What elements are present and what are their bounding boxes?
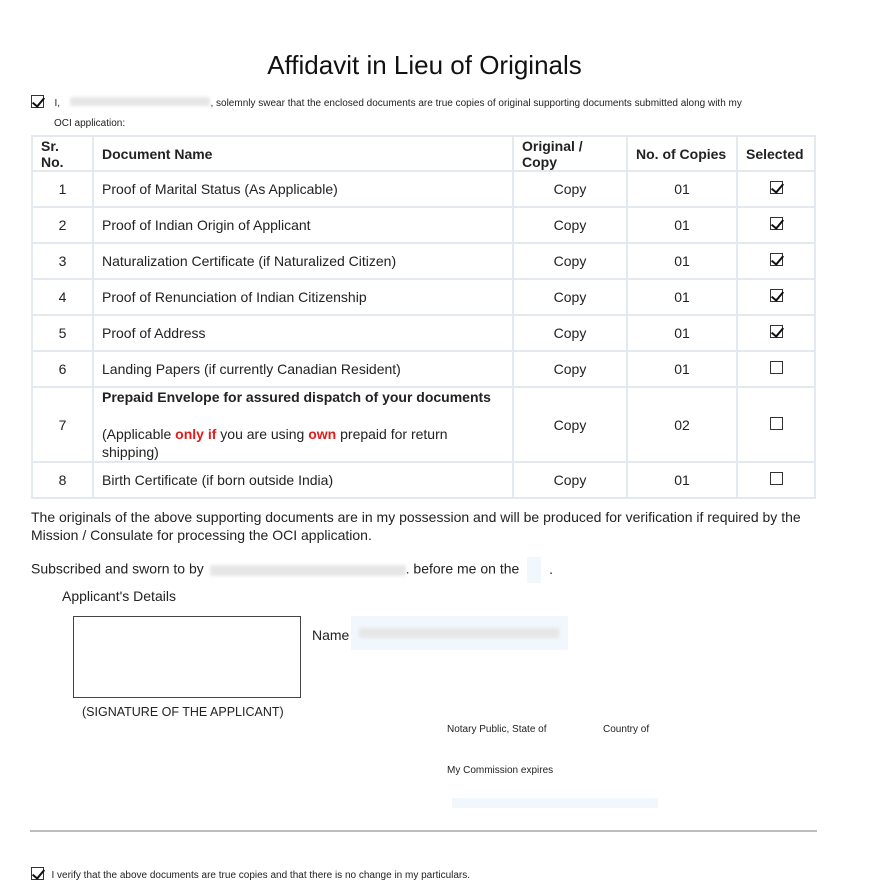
selected-checkbox[interactable] xyxy=(770,325,783,338)
row-type: Copy xyxy=(513,171,627,207)
row-selected-cell xyxy=(737,462,815,498)
header-sr-no: Sr. No. xyxy=(32,136,93,171)
row-document-name: Birth Certificate (if born outside India) xyxy=(93,462,513,498)
table-row xyxy=(32,279,815,315)
table-row xyxy=(32,171,815,207)
row-type: Copy xyxy=(513,462,627,498)
row-sr: 2 xyxy=(32,207,93,243)
row-type: Copy xyxy=(513,279,627,315)
row-type: Copy xyxy=(513,315,627,351)
row-sr: 5 xyxy=(32,315,93,351)
header-original-copy: Original / Copy xyxy=(513,136,627,171)
selected-checkbox[interactable] xyxy=(770,217,783,230)
row-copies: 01 xyxy=(627,351,737,387)
row-sr: 7 xyxy=(32,387,93,462)
applicant-details-label: Applicant's Details xyxy=(62,588,176,604)
row-type: Copy xyxy=(513,243,627,279)
redacted-name-value xyxy=(359,628,559,638)
oath-line xyxy=(31,93,831,111)
row-sr: 6 xyxy=(32,351,93,387)
row-document-name: Proof of Marital Status (As Applicable) xyxy=(93,171,513,207)
oath-line2: OCI application: xyxy=(54,118,126,129)
originals-statement: The originals of the above supporting documents are in my possession and will be produced for verification if required by the Mission / Consulate for processing the OCI application. xyxy=(31,509,801,543)
table-row xyxy=(32,387,815,462)
table-row xyxy=(32,462,815,498)
row-selected-cell xyxy=(737,171,815,207)
row-selected-cell xyxy=(737,315,815,351)
row-type: Copy xyxy=(513,351,627,387)
selected-checkbox[interactable] xyxy=(770,417,783,430)
row-document-name: Proof of Indian Origin of Applicant xyxy=(93,207,513,243)
row-sr: 3 xyxy=(32,243,93,279)
table-row xyxy=(32,351,815,387)
selected-checkbox[interactable] xyxy=(770,253,783,266)
row-document-name-cell xyxy=(93,387,513,462)
date-field[interactable] xyxy=(527,557,541,583)
header-no-of-copies: No. of Copies xyxy=(627,136,737,171)
row-sr: 1 xyxy=(32,171,93,207)
row-copies: 01 xyxy=(627,279,737,315)
page-title: Affidavit in Lieu of Originals xyxy=(267,50,582,80)
selected-checkbox[interactable] xyxy=(770,361,783,374)
row-selected-cell xyxy=(737,387,815,462)
table-row xyxy=(32,243,815,279)
selected-checkbox[interactable] xyxy=(770,181,783,194)
row-copies: 01 xyxy=(627,207,737,243)
redacted-sworn-name xyxy=(210,565,406,576)
row-document-name: Proof of Address xyxy=(93,315,513,351)
row-type: Copy xyxy=(513,387,627,462)
name-label: Name xyxy=(312,627,350,643)
row-sr: 8 xyxy=(32,462,93,498)
row-document-name: Proof of Renunciation of Indian Citizenship xyxy=(93,279,513,315)
verify-text: I verify that the above documents are true copies and that there is no change in my particulars. xyxy=(51,870,471,881)
oath-prefix: I, xyxy=(54,98,61,109)
row-document-name: Naturalization Certificate (if Naturalized Citizen) xyxy=(93,243,513,279)
documents-table xyxy=(31,135,816,499)
row-copies: 01 xyxy=(627,171,737,207)
row-type: Copy xyxy=(513,207,627,243)
row-document-name: Landing Papers (if currently Canadian Resident) xyxy=(93,351,513,387)
divider xyxy=(30,830,817,832)
header-selected: Selected xyxy=(737,136,815,171)
selected-checkbox[interactable] xyxy=(770,472,783,485)
sworn-prefix: Subscribed and sworn to by xyxy=(31,560,204,577)
redacted-applicant-name xyxy=(70,97,210,106)
table-row xyxy=(32,207,815,243)
table-header-row xyxy=(32,136,815,171)
selected-checkbox[interactable] xyxy=(770,289,783,302)
sworn-line xyxy=(31,557,553,583)
sworn-end: . xyxy=(549,560,553,577)
row-document-name: Prepaid Envelope for assured dispatch of your documents xyxy=(102,389,491,405)
row-selected-cell xyxy=(737,279,815,315)
notary-state-label: Notary Public, State of xyxy=(447,724,547,735)
notary-commission-label: My Commission expires xyxy=(447,765,554,776)
verify-checkbox[interactable] xyxy=(31,867,44,880)
row-selected-cell xyxy=(737,207,815,243)
row-selected-cell xyxy=(737,243,815,279)
oath-text: , solemnly swear that the enclosed documents are true copies of original supporting documents submitted along with my xyxy=(210,98,742,109)
name-field[interactable] xyxy=(351,616,568,650)
row-document-note: (Applicable only if you are using own prepaid for return shipping) xyxy=(102,426,448,460)
notary-country-label: Country of xyxy=(603,724,650,735)
row-copies: 01 xyxy=(627,315,737,351)
signature-caption: (SIGNATURE OF THE APPLICANT) xyxy=(82,705,284,719)
row-selected-cell xyxy=(737,351,815,387)
row-copies: 01 xyxy=(627,243,737,279)
row-sr: 4 xyxy=(32,279,93,315)
row-copies: 02 xyxy=(627,387,737,462)
header-document-name: Document Name xyxy=(93,136,513,171)
verify-line xyxy=(31,865,470,883)
notary-signature-field[interactable] xyxy=(452,798,658,808)
table-row xyxy=(32,315,815,351)
oath-checkbox[interactable] xyxy=(31,95,44,108)
sworn-middle: . before me on the xyxy=(405,560,520,577)
row-copies: 01 xyxy=(627,462,737,498)
signature-box[interactable] xyxy=(73,616,301,698)
